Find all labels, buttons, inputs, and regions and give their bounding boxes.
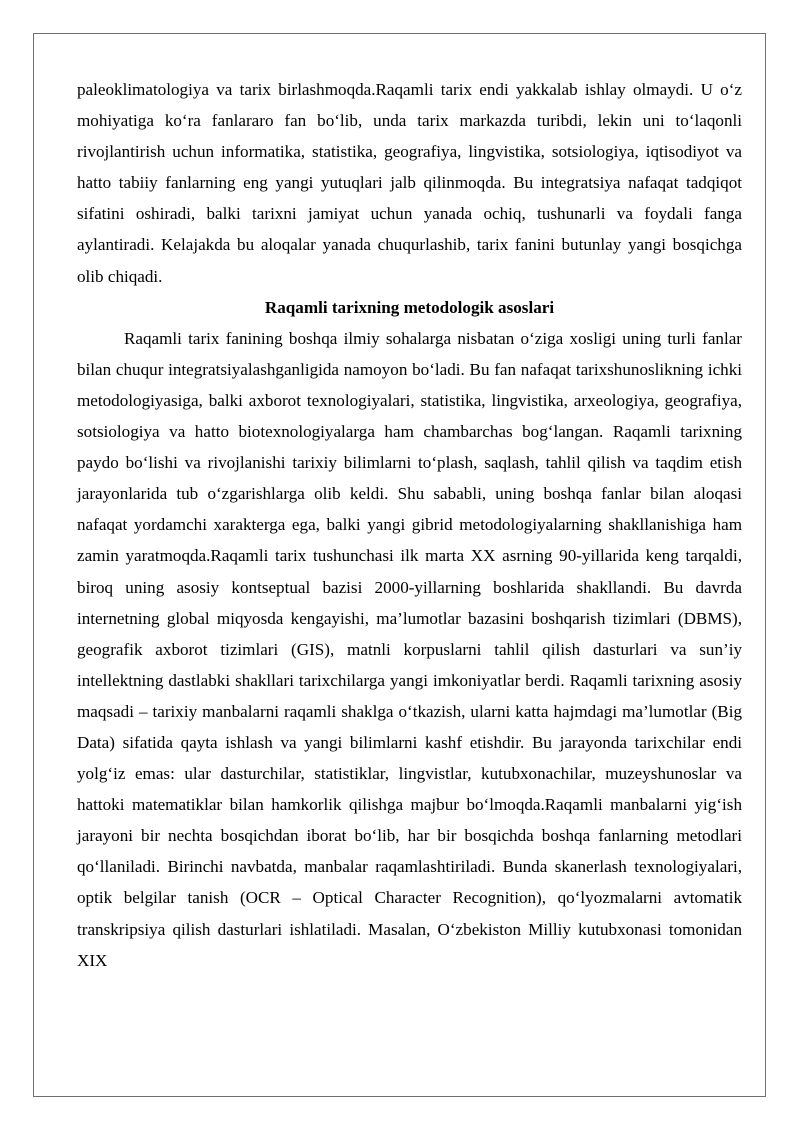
intro-paragraph: paleoklimatologiya va tarix birlashmoqda.Raqamli tarix endi yakkalab ishlay olmaydi. U o‘z mohiyatiga ko‘ra fanlararo fan bo‘lib, unda tarix markazda turibdi, lekin uni to‘laqonli rivojlantirish uchun informatika, statistika, geografiya, lingvistika, sotsiologiya, iqtisodiyot va hatto tabiiy fanlarning eng yangi yutuqlari jalb qilinmoqda. Bu integratsiya nafaqat tadqiqot sifatini oshiradi, balki tarixni jamiyat uchun yanada ochiq, tushunarli va foydali fanga aylantiradi. Kelajakda bu aloqalar yanada chuqurlashib, tarix fanini butunlay yangi bosqichga olib chiqadi. [77,80,742,286]
section-heading: Raqamli tarixning metodologik asoslari [264,297,555,317]
body-paragraph: Raqamli tarix fanining boshqa ilmiy sohalarga nisbatan o‘ziga xosligi uning turli fanlar bilan chuqur integratsiyalashganligida namoyon bo‘ladi. Bu fan nafaqat tarixshunoslikning ichki metodologiyasiga, balki axborot texnologiyalari, statistika, lingvistika, arxeologiya, geografiya, sotsiologiya va hatto biotexnologiyalarga ham chambarchas bog‘langan. Raqamli tarixning paydo bo‘lishi va rivojlanishi tarixiy bilimlarni to‘plash, saqlash, tahlil qilish va taqdim etish jarayonlarida tub o‘zgarishlarga olib keldi. Shu sababli, uning boshqa fanlar bilan aloqasi nafaqat yordamchi xarakterga ega, balki yangi gibrid metodologiyalarning shakllanishiga ham zamin yaratmoqda.Raqamli tarix tushunchasi ilk marta XX asrning 90-yillarida keng tarqaldi, biroq uning asosiy kontseptual bazisi 2000-yillarning boshlarida shakllandi. Bu davrda internetning global miqyosda kengayishi, ma’lumotlar bazasini boshqarish tizimlari (DBMS), geografik axborot tizimlari (GIS), matnli korpuslarni tahlil qilish dasturlari va sun’iy intellektning dastlabki shakllari tarixchilarga yangi imkoniyatlar berdi. Raqamli tarixning asosiy maqsadi – tarixiy manbalarni raqamli shaklga o‘tkazish, ularni katta hajmdagi ma’lumotlar (Big Data) sifatida qayta ishlash va yangi bilimlarni kashf etishdir. Bu jarayonda tarixchilar endi yolg‘iz emas: ular dasturchilar, statistiklar, lingvistlar, kutubxonachilar, muzeyshunoslar va hattoki matematiklar bilan hamkorlik qilishga majbur bo‘lmoqda.Raqamli manbalarni yig‘ish jarayoni bir nechta bosqichdan iborat bo‘lib, har bir bosqichda boshqa fanlarning metodlari qo‘llaniladi. Birinchi navbatda, manbalar raqamlashtiriladi. Bunda skanerlash texnologiyalari, optik belgilar tanish (OCR – Optical Character Recognition), qo‘lyozmalarni avtomatik transkripsiya qilish dasturlari ishlatiladi. Masalan, O‘zbekiston Milliy kutubxonasi tomonidan XIX [77,328,742,970]
document-body [77,74,742,976]
